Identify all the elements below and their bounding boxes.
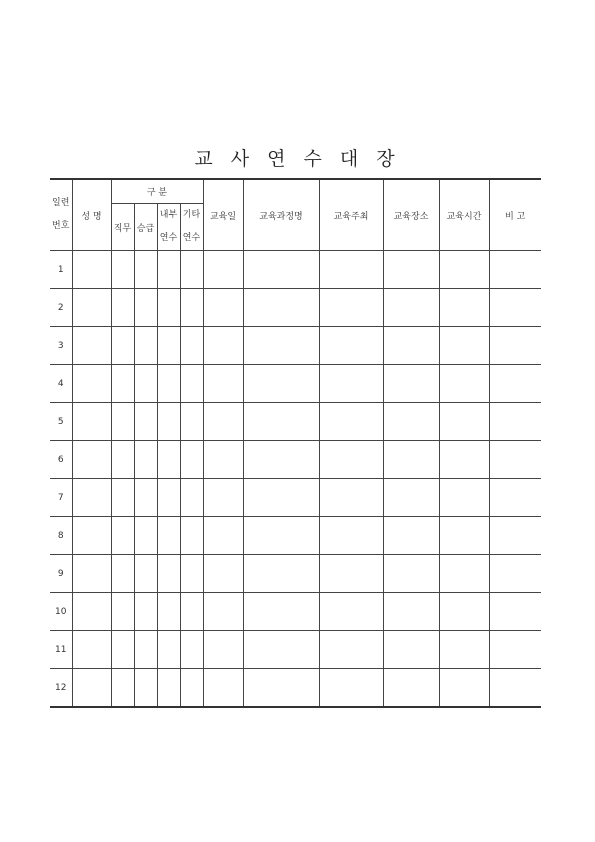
blank-cell[interactable]: [134, 669, 157, 708]
table-row: [50, 327, 541, 365]
internal-training-header-line2: 연수: [159, 233, 178, 243]
blank-cell[interactable]: [134, 479, 157, 517]
blank-cell[interactable]: [383, 441, 439, 479]
blank-cell[interactable]: [439, 365, 489, 403]
blank-cell[interactable]: [319, 631, 383, 669]
blank-cell[interactable]: [439, 403, 489, 441]
blank-cell[interactable]: [243, 669, 319, 708]
blank-cell[interactable]: [439, 441, 489, 479]
blank-cell[interactable]: [111, 327, 134, 365]
blank-cell[interactable]: [111, 441, 134, 479]
blank-cell[interactable]: [157, 365, 180, 403]
blank-cell[interactable]: [180, 517, 203, 555]
row-number: 9: [50, 555, 72, 593]
blank-cell[interactable]: [111, 251, 134, 289]
blank-cell[interactable]: [180, 555, 203, 593]
serial-number-header-line2: 번호: [52, 221, 70, 231]
row-number: 1: [50, 251, 72, 289]
row-number: 11: [50, 631, 72, 669]
blank-cell[interactable]: [489, 403, 541, 441]
blank-cell[interactable]: [203, 555, 243, 593]
blank-cell[interactable]: [439, 327, 489, 365]
blank-cell[interactable]: [203, 289, 243, 327]
blank-cell[interactable]: [439, 289, 489, 327]
other-training-header: [180, 204, 203, 251]
blank-cell[interactable]: [243, 365, 319, 403]
blank-cell[interactable]: [383, 327, 439, 365]
name-header: 성 명: [72, 179, 111, 251]
blank-cell[interactable]: [319, 593, 383, 631]
table-row: [50, 593, 541, 631]
blank-cell[interactable]: [439, 517, 489, 555]
blank-cell[interactable]: [489, 251, 541, 289]
row-number: 10: [50, 593, 72, 631]
blank-cell[interactable]: [203, 479, 243, 517]
blank-cell[interactable]: [383, 403, 439, 441]
blank-cell[interactable]: [203, 403, 243, 441]
blank-cell[interactable]: [111, 403, 134, 441]
blank-cell[interactable]: [134, 327, 157, 365]
hours-header: 교육시간: [439, 179, 489, 251]
blank-cell[interactable]: [72, 441, 111, 479]
blank-cell[interactable]: [319, 289, 383, 327]
row-number: 7: [50, 479, 72, 517]
blank-cell[interactable]: [383, 251, 439, 289]
blank-cell[interactable]: [243, 555, 319, 593]
table-row: [50, 403, 541, 441]
blank-cell[interactable]: [72, 517, 111, 555]
blank-cell[interactable]: [134, 593, 157, 631]
row-number: 6: [50, 441, 72, 479]
blank-cell[interactable]: [157, 403, 180, 441]
blank-cell[interactable]: [383, 289, 439, 327]
category-header: 구 분: [111, 179, 203, 204]
table-row: [50, 517, 541, 555]
blank-cell[interactable]: [157, 631, 180, 669]
blank-cell[interactable]: [157, 593, 180, 631]
blank-cell[interactable]: [319, 517, 383, 555]
table-row: [50, 289, 541, 327]
table-row: [50, 669, 541, 708]
blank-cell[interactable]: [319, 403, 383, 441]
table-row: [50, 441, 541, 479]
blank-cell[interactable]: [111, 517, 134, 555]
blank-cell[interactable]: [243, 289, 319, 327]
blank-cell[interactable]: [134, 365, 157, 403]
blank-cell[interactable]: [203, 365, 243, 403]
blank-cell[interactable]: [243, 441, 319, 479]
blank-cell[interactable]: [134, 403, 157, 441]
blank-cell[interactable]: [134, 289, 157, 327]
blank-cell[interactable]: [157, 289, 180, 327]
blank-cell[interactable]: [319, 441, 383, 479]
blank-cell[interactable]: [383, 555, 439, 593]
blank-cell[interactable]: [489, 517, 541, 555]
blank-cell[interactable]: [72, 555, 111, 593]
blank-cell[interactable]: [383, 593, 439, 631]
blank-cell[interactable]: [439, 669, 489, 708]
blank-cell[interactable]: [72, 365, 111, 403]
blank-cell[interactable]: [111, 555, 134, 593]
blank-cell[interactable]: [203, 631, 243, 669]
blank-cell[interactable]: [180, 631, 203, 669]
blank-cell[interactable]: [383, 631, 439, 669]
venue-header: 교육장소: [383, 179, 439, 251]
blank-cell[interactable]: [489, 289, 541, 327]
blank-cell[interactable]: [134, 555, 157, 593]
blank-cell[interactable]: [439, 479, 489, 517]
blank-cell[interactable]: [180, 289, 203, 327]
row-number: 5: [50, 403, 72, 441]
blank-cell[interactable]: [203, 441, 243, 479]
table-row: [50, 555, 541, 593]
ledger-body: [50, 251, 541, 708]
blank-cell[interactable]: [319, 555, 383, 593]
blank-cell[interactable]: [72, 669, 111, 708]
blank-cell[interactable]: [383, 517, 439, 555]
blank-cell[interactable]: [157, 479, 180, 517]
blank-cell[interactable]: [72, 251, 111, 289]
blank-cell[interactable]: [134, 441, 157, 479]
blank-cell[interactable]: [111, 479, 134, 517]
blank-cell[interactable]: [180, 441, 203, 479]
serial-number-header: [50, 179, 72, 251]
row-number: 4: [50, 365, 72, 403]
edu-date-header: 교육일: [203, 179, 243, 251]
blank-cell[interactable]: [489, 631, 541, 669]
page-title: 교 사 연 수 대 장: [194, 148, 401, 170]
table-row: [50, 479, 541, 517]
row-number: 12: [50, 669, 72, 708]
row-number: 3: [50, 327, 72, 365]
blank-cell[interactable]: [439, 631, 489, 669]
blank-cell[interactable]: [489, 669, 541, 708]
blank-cell[interactable]: [180, 403, 203, 441]
blank-cell[interactable]: [180, 365, 203, 403]
blank-cell[interactable]: [72, 403, 111, 441]
blank-cell[interactable]: [243, 327, 319, 365]
serial-number-header-line1: 일련: [52, 198, 70, 208]
blank-cell[interactable]: [489, 593, 541, 631]
table-row: [50, 631, 541, 669]
internal-training-header: [157, 204, 180, 251]
blank-cell[interactable]: [180, 669, 203, 708]
promotion-training-header: 승급: [134, 204, 157, 251]
blank-cell[interactable]: [243, 479, 319, 517]
blank-cell[interactable]: [243, 251, 319, 289]
blank-cell[interactable]: [157, 327, 180, 365]
blank-cell[interactable]: [203, 669, 243, 708]
blank-cell[interactable]: [157, 441, 180, 479]
table-row: [50, 365, 541, 403]
row-number: 2: [50, 289, 72, 327]
blank-cell[interactable]: [72, 593, 111, 631]
blank-cell[interactable]: [203, 517, 243, 555]
blank-cell[interactable]: [489, 327, 541, 365]
blank-cell[interactable]: [439, 593, 489, 631]
blank-cell[interactable]: [243, 631, 319, 669]
blank-cell[interactable]: [489, 555, 541, 593]
training-ledger-table: [50, 178, 541, 708]
blank-cell[interactable]: [243, 403, 319, 441]
blank-cell[interactable]: [243, 593, 319, 631]
blank-cell[interactable]: [134, 251, 157, 289]
blank-cell[interactable]: [203, 251, 243, 289]
table-row: [50, 251, 541, 289]
blank-cell[interactable]: [180, 593, 203, 631]
blank-cell[interactable]: [72, 479, 111, 517]
blank-cell[interactable]: [439, 555, 489, 593]
job-training-header: 직무: [111, 204, 134, 251]
blank-cell[interactable]: [489, 365, 541, 403]
blank-cell[interactable]: [111, 289, 134, 327]
blank-cell[interactable]: [383, 479, 439, 517]
course-name-header: 교육과정명: [243, 179, 319, 251]
other-training-header-line1: 기타: [182, 210, 201, 220]
blank-cell[interactable]: [157, 555, 180, 593]
blank-cell[interactable]: [72, 631, 111, 669]
header-row-1: [50, 179, 541, 204]
blank-cell[interactable]: [157, 669, 180, 708]
blank-cell[interactable]: [383, 365, 439, 403]
blank-cell[interactable]: [157, 517, 180, 555]
blank-cell[interactable]: [111, 631, 134, 669]
organizer-header: 교육주최: [319, 179, 383, 251]
other-training-header-line2: 연수: [182, 233, 201, 243]
blank-cell[interactable]: [180, 327, 203, 365]
blank-cell[interactable]: [72, 289, 111, 327]
blank-cell[interactable]: [203, 593, 243, 631]
blank-cell[interactable]: [111, 365, 134, 403]
blank-cell[interactable]: [111, 593, 134, 631]
internal-training-header-line1: 내부: [159, 210, 178, 220]
blank-cell[interactable]: [243, 517, 319, 555]
blank-cell[interactable]: [180, 479, 203, 517]
blank-cell[interactable]: [489, 441, 541, 479]
blank-cell[interactable]: [319, 327, 383, 365]
blank-cell[interactable]: [319, 251, 383, 289]
remarks-header: 비 고: [489, 179, 541, 251]
blank-cell[interactable]: [439, 251, 489, 289]
blank-cell[interactable]: [489, 479, 541, 517]
blank-cell[interactable]: [319, 669, 383, 708]
blank-cell[interactable]: [157, 251, 180, 289]
row-number: 8: [50, 517, 72, 555]
blank-cell[interactable]: [319, 365, 383, 403]
blank-cell[interactable]: [319, 479, 383, 517]
blank-cell[interactable]: [383, 669, 439, 708]
blank-cell[interactable]: [203, 327, 243, 365]
blank-cell[interactable]: [111, 669, 134, 708]
blank-cell[interactable]: [134, 517, 157, 555]
blank-cell[interactable]: [134, 631, 157, 669]
blank-cell[interactable]: [72, 327, 111, 365]
blank-cell[interactable]: [180, 251, 203, 289]
